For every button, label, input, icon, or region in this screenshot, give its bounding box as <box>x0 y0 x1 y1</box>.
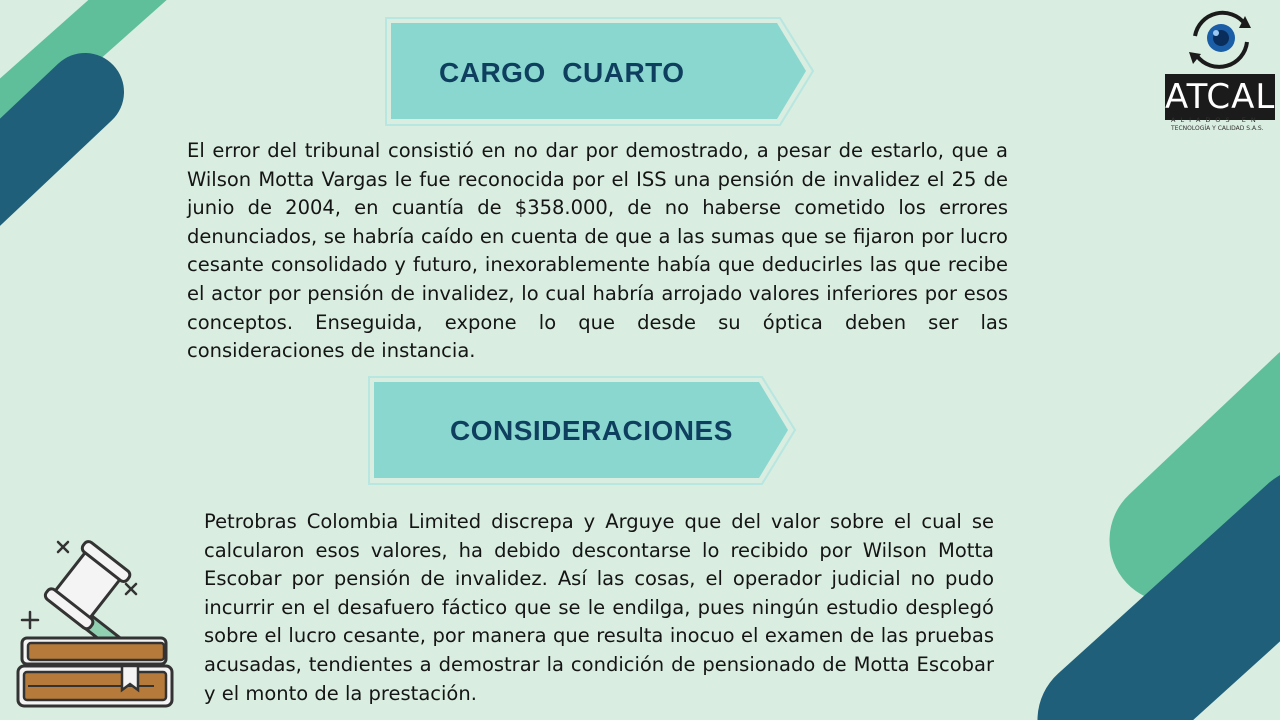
gavel-on-books-icon <box>14 530 179 715</box>
eye-cycle-icon <box>1165 6 1275 72</box>
logo-wordmark: ATCAL <box>1165 77 1276 117</box>
section-title: CARGO CUARTO <box>439 57 685 88</box>
section-title: CONSIDERACIONES <box>450 415 733 446</box>
consideraciones-banner <box>368 376 798 486</box>
logo-subtitle: TECNOLOGÍA Y CALIDAD S.A.S. <box>1171 125 1264 132</box>
logo-tagline: ALIADOS EN <box>1171 116 1261 124</box>
cargo-cuarto-banner <box>385 17 815 127</box>
company-logo <box>1165 6 1277 136</box>
section-body-text: El error del tribunal consistió en no dar por demostrado, a pesar de estarlo, que a Wilson Motta Vargas le fue reconocida por el ISS una pensión de invalidez el 25 de junio de 2004, en cuantía de $358.000, de no haberse cometido los errores denunciados, se habría caído en cuenta de que a las sumas que se fijaron por lucro cesante consolidado y futuro, inexorablemente había que deducirles las que recibe el actor por pensión de invalidez, lo cual habría arrojado valores inferiores por esos conceptos. Enseguida, expone lo que desde su óptica deben ser las consideraciones de instancia. <box>187 139 1008 363</box>
bottom-right-decoration <box>1000 320 1280 720</box>
top-left-decoration <box>0 0 200 240</box>
section-body-text: Petrobras Colombia Limited discrepa y Arguye que del valor sobre el cual se calcularon esos valores, ha debido descontarse lo recibido por Wilson Motta Escobar por pensión de invalidez. Así las cosas, el operador judicial no pudo incurrir en el desafuero fáctico que se le endilga, pues ningún estudio desplegó sobre el lucro cesante, por manera que resulta inocuo el examen de las pruebas acusadas, tendientes a demostrar la condición de pensionado de Motta Escobar y el monto de la prestación. <box>204 510 994 705</box>
